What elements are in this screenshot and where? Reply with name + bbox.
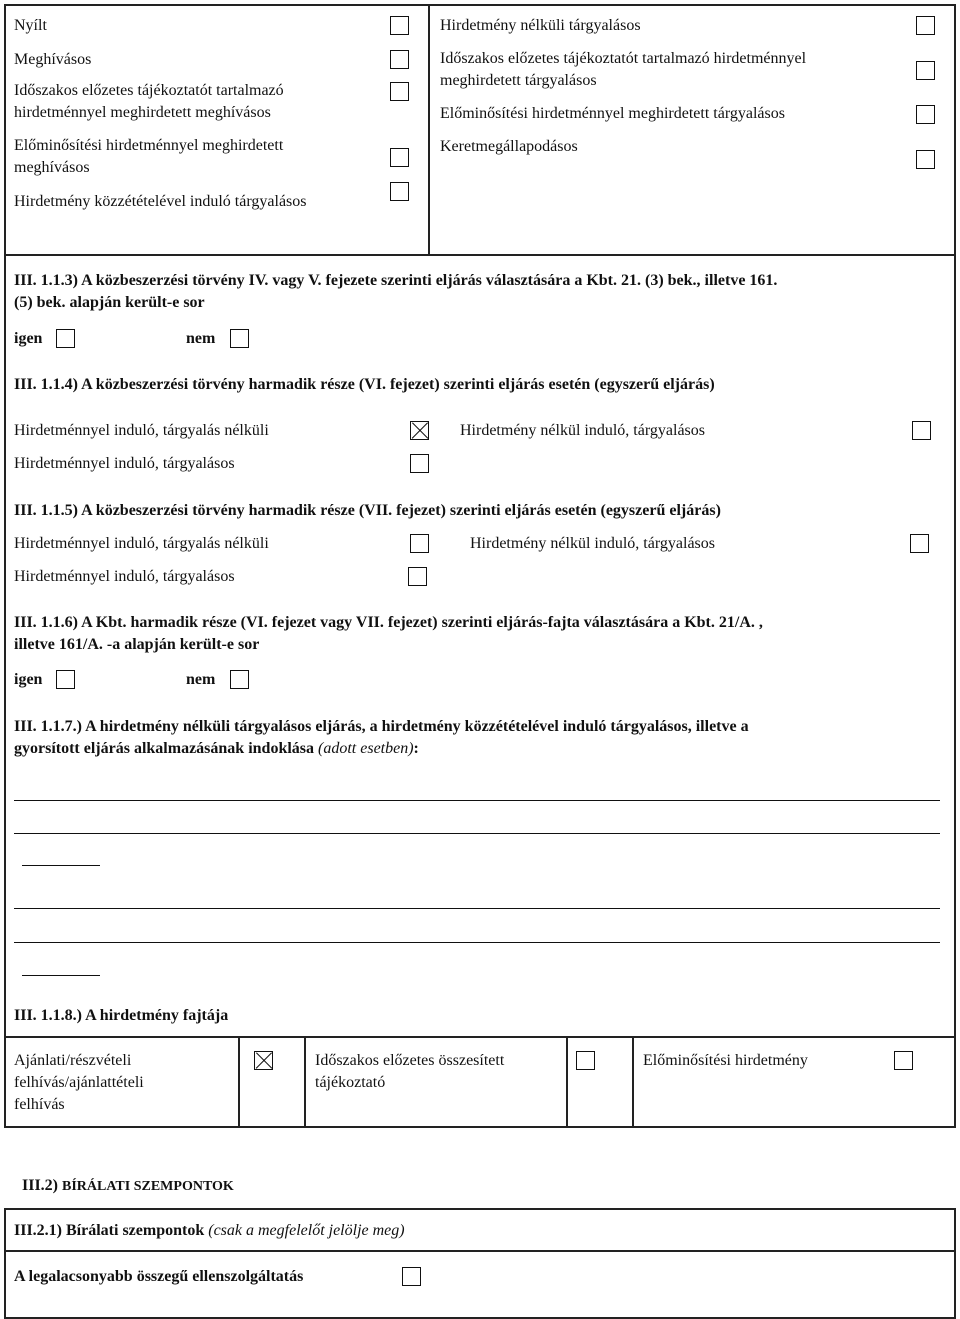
proc-left-label-1: Meghívásos	[14, 51, 92, 68]
s113-no-label: nem	[186, 330, 216, 347]
s118-opt1-checkbox[interactable]	[254, 1051, 273, 1070]
proc-right-checkbox-3[interactable]	[916, 150, 935, 169]
s117-answer-line-5[interactable]	[14, 942, 940, 943]
s117-answer-line-1[interactable]	[14, 800, 940, 801]
proc-left-label-2b: hirdetménnyel meghirdetett meghívásos	[14, 104, 271, 121]
s118-opt2-label-1: Időszakos előzetes összesített	[315, 1052, 505, 1069]
s321-separator	[4, 1250, 956, 1252]
s321-opt-label: A legalacsonyabb összegű ellenszolgáltatás	[14, 1268, 304, 1285]
s113-yes-checkbox[interactable]	[56, 329, 75, 348]
proc-right-label-0: Hirdetmény nélküli tárgyalásos	[440, 17, 641, 34]
proc-right-label-2: Előminősítési hirdetménnyel meghirdetett tárgyalásos	[440, 105, 785, 122]
s114-opt3-checkbox[interactable]	[410, 454, 429, 473]
s321-opt-checkbox[interactable]	[402, 1267, 421, 1286]
s118-opt3-label: Előminősítési hirdetmény	[643, 1052, 808, 1069]
proc-left-label-0: Nyílt	[14, 17, 47, 34]
s117-title-end: :	[413, 740, 419, 757]
s116-no-checkbox[interactable]	[230, 670, 249, 689]
s117-title-italic: (adott esetben)	[318, 740, 414, 757]
s116-yes-checkbox[interactable]	[56, 670, 75, 689]
s114-opt1-checkbox[interactable]	[410, 421, 429, 440]
proc-left-checkbox-3[interactable]	[390, 148, 409, 167]
s114-opt2-label: Hirdetmény nélkül induló, tárgyalásos	[460, 422, 705, 439]
s115-opt2-checkbox[interactable]	[910, 534, 929, 553]
proc-right-label-1: Időszakos előzetes tájékoztatót tartalmazó hirdetménnyel	[440, 50, 807, 67]
s118-opt1-label-3: felhívás	[14, 1096, 65, 1113]
proc-left-label-3: Előminősítési hirdetménnyel meghirdetett	[14, 137, 284, 154]
s118-opt3-checkbox[interactable]	[894, 1051, 913, 1070]
proc-right-checkbox-2[interactable]	[916, 105, 935, 124]
proc-left-label-4: Hirdetmény közzétételével induló tárgyalásos	[14, 193, 307, 210]
s116-title-line1: III. 1.1.6) A Kbt. harmadik része (VI. fejezet vagy VII. fejezet) szerinti eljárás-fajta választására a Kbt. 21/A. ,	[14, 614, 763, 631]
s114-opt2-checkbox[interactable]	[912, 421, 931, 440]
proc-right-label-3: Keretmegállapodásos	[440, 138, 578, 155]
s114-opt1-label: Hirdetménnyel induló, tárgyalás nélküli	[14, 422, 269, 439]
s117-title-line2	[14, 738, 419, 760]
s115-opt2-label: Hirdetmény nélkül induló, tárgyalásos	[470, 535, 715, 552]
s118-opt1-label-1: Ajánlati/részvételi	[14, 1052, 132, 1069]
s117-answer-line-2[interactable]	[14, 833, 940, 834]
proc-left-checkbox-0[interactable]	[390, 16, 409, 35]
s114-opt3-label: Hirdetménnyel induló, tárgyalásos	[14, 455, 235, 472]
s118-divider-1	[238, 1036, 240, 1128]
proc-right-checkbox-0[interactable]	[916, 16, 935, 35]
proc-right-label-1b: meghirdetett tárgyalásos	[440, 72, 597, 89]
proc-right-checkbox-1[interactable]	[916, 61, 935, 80]
s118-title: III. 1.1.8.) A hirdetmény fajtája	[14, 1007, 229, 1024]
s117-title-text: gyorsított eljárás alkalmazásának indoklása	[14, 740, 319, 757]
s32-title: BÍRÁLATI SZEMPONTOK	[62, 1179, 234, 1194]
s118-divider-3	[566, 1036, 568, 1128]
s115-opt3-checkbox[interactable]	[408, 567, 427, 586]
s118-opt2-checkbox[interactable]	[576, 1051, 595, 1070]
s117-title-line1: III. 1.1.7.) A hirdetmény nélküli tárgyalásos eljárás, a hirdetmény közzétételével induló tárgyalásos, illetve a	[14, 718, 749, 735]
s115-opt1-checkbox[interactable]	[410, 534, 429, 553]
s117-answer-line-4[interactable]	[14, 908, 940, 909]
proc-left-label-2: Időszakos előzetes tájékoztatót tartalmazó	[14, 82, 284, 99]
procedure-type-table	[4, 4, 956, 256]
s118-opt2-label-2: tájékoztató	[315, 1074, 386, 1091]
s113-no-checkbox[interactable]	[230, 329, 249, 348]
proc-left-checkbox-2[interactable]	[390, 82, 409, 101]
s117-answer-line-3[interactable]	[22, 865, 100, 866]
s118-opt1-label-2: felhívás/ajánlattételi	[14, 1074, 144, 1091]
s113-title-line2: (5) bek. alapján került-e sor	[14, 294, 205, 311]
s115-opt1-label: Hirdetménnyel induló, tárgyalás nélküli	[14, 535, 269, 552]
s321-title-text: III.2.1) Bírálati szempontok	[14, 1222, 209, 1239]
proc-left-checkbox-4[interactable]	[390, 182, 409, 201]
s116-no-label: nem	[186, 671, 216, 688]
s32-number: III.2)	[22, 1177, 59, 1194]
procedure-table-divider	[428, 4, 430, 256]
proc-left-checkbox-1[interactable]	[390, 50, 409, 69]
s321-title	[14, 1220, 405, 1242]
s116-title-line2: illetve 161/A. -a alapján került-e sor	[14, 636, 260, 653]
s118-divider-2	[304, 1036, 306, 1128]
proc-left-label-3b: meghívásos	[14, 159, 90, 176]
s117-answer-line-6[interactable]	[22, 975, 100, 976]
s115-opt3-label: Hirdetménnyel induló, tárgyalásos	[14, 568, 235, 585]
s116-yes-label: igen	[14, 671, 43, 688]
s113-yes-label: igen	[14, 330, 43, 347]
s118-divider-4	[632, 1036, 634, 1128]
s113-title-line1: III. 1.1.3) A közbeszerzési törvény IV. vagy V. fejezete szerinti eljárás választására a Kbt. 21. (3) bek., illetve 161.	[14, 272, 778, 289]
s32-heading	[22, 1175, 234, 1198]
s321-hint: (csak a megfelelőt jelölje meg)	[208, 1222, 405, 1239]
s114-title: III. 1.1.4) A közbeszerzési törvény harmadik része (VI. fejezet) szerinti eljárás esetén (egyszerű eljárás)	[14, 376, 715, 393]
s115-title: III. 1.1.5) A közbeszerzési törvény harmadik része (VII. fejezet) szerinti eljárás esetén (egyszerű eljárás)	[14, 502, 721, 519]
